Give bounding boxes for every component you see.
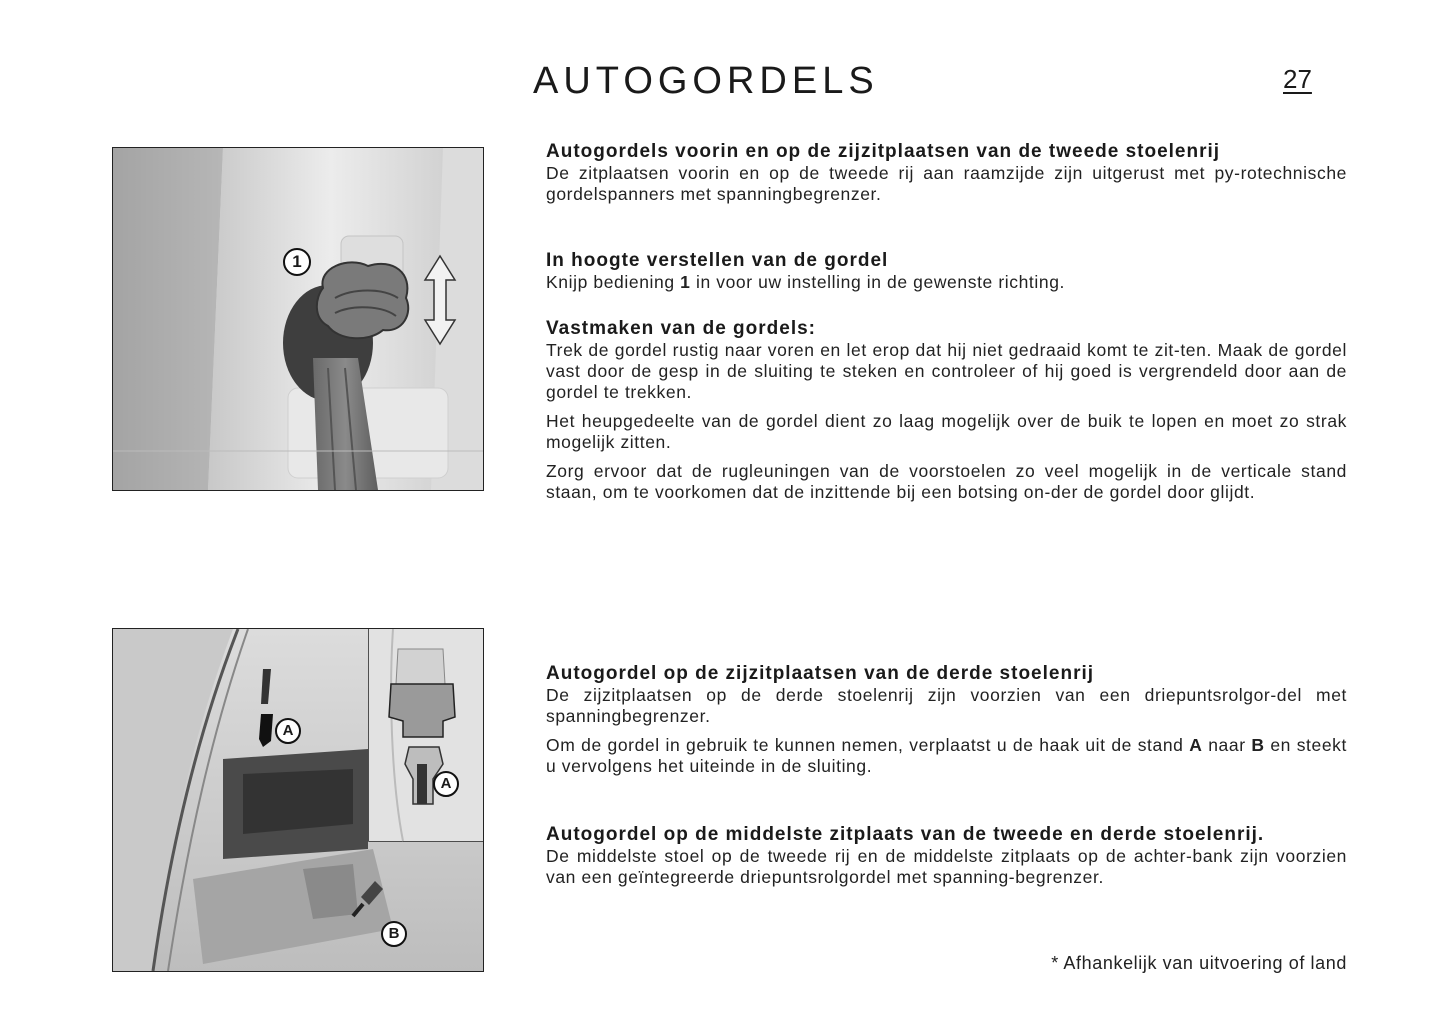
section-heading: In hoogte verstellen van de gordel [546, 250, 889, 271]
paragraph [546, 272, 1347, 293]
control-reference: 1 [680, 272, 691, 292]
callout-a-inset: A [433, 771, 459, 797]
section-heading: Autogordels voorin en op de zijzitplaatsen van de tweede stoelenrij [546, 141, 1221, 162]
footnote: * Afhankelijk van uitvoering of land [1051, 953, 1347, 973]
callout-a-main: A [275, 718, 301, 744]
section-third-row [546, 663, 1347, 777]
paragraph: Het heupgedeelte van de gordel dient zo laag mogelijk over de buik te lopen en moet zo strak mogelijk zitten. [546, 411, 1347, 452]
text: in voor uw instelling in de gewenste richting. [690, 272, 1065, 292]
text: Knijp bediening [546, 272, 681, 292]
text: Om de gordel in gebruik te kunnen nemen, verplaatst u de haak uit de stand [546, 735, 1190, 755]
section-heading: Vastmaken van de gordels: [546, 318, 816, 339]
callout-b: B [381, 921, 407, 947]
paragraph: Trek de gordel rustig naar voren en let erop dat hij niet gedraaid komt te zit-ten. Maak de gordel vast door de gesp in de sluiting te steken en controleer of hij goed is vergrendeld door aan de gordel te trekken. [546, 340, 1347, 402]
position-reference-b: B [1251, 735, 1265, 755]
belt-height-adjuster-drawing [113, 148, 483, 490]
section-heading: Autogordel op de middelste zitplaats van de tweede en derde stoelenrij. [546, 824, 1265, 845]
page-title: AUTOGORDELS [533, 60, 879, 102]
third-row-belt-illustration [112, 628, 484, 972]
callout-1: 1 [283, 248, 311, 276]
paragraph: De zijzitplaatsen op de derde stoelenrij zijn voorzien van een driepuntsrolgor-del met spanningbegrenzer. [546, 685, 1347, 726]
section-middle-seat [546, 824, 1347, 888]
paragraph [546, 735, 1347, 777]
text: en steekt u vervolgens het uiteinde in de sluiting. [546, 735, 1347, 776]
position-reference-a: A [1189, 735, 1203, 755]
text: naar [1202, 735, 1252, 755]
third-row-belt-drawing [113, 629, 483, 971]
section-height-adjust [546, 250, 1347, 293]
page-number: 27 [1283, 64, 1312, 94]
paragraph: De zitplaatsen voorin en op de tweede rij aan raamzijde zijn uitgerust met py-rotechnische gordelspanners met spanningbegrenzer. [546, 163, 1347, 204]
section-heading: Autogordel op de zijzitplaatsen van de derde stoelenrij [546, 663, 1095, 684]
belt-height-adjuster-illustration [112, 147, 484, 491]
paragraph: De middelste stoel op de tweede rij en de middelste zitplaats op de achter-bank zijn voorzien van een geïntegreerde driepuntsrolgordel met spanning-begrenzer. [546, 846, 1347, 887]
section-front-seats [546, 141, 1347, 205]
section-fastening [546, 318, 1347, 503]
paragraph: Zorg ervoor dat de rugleuningen van de voorstoelen zo veel mogelijk in de verticale stand staan, om te voorkomen dat de inzittende bij een botsing on-der de gordel door glijdt. [546, 461, 1347, 502]
